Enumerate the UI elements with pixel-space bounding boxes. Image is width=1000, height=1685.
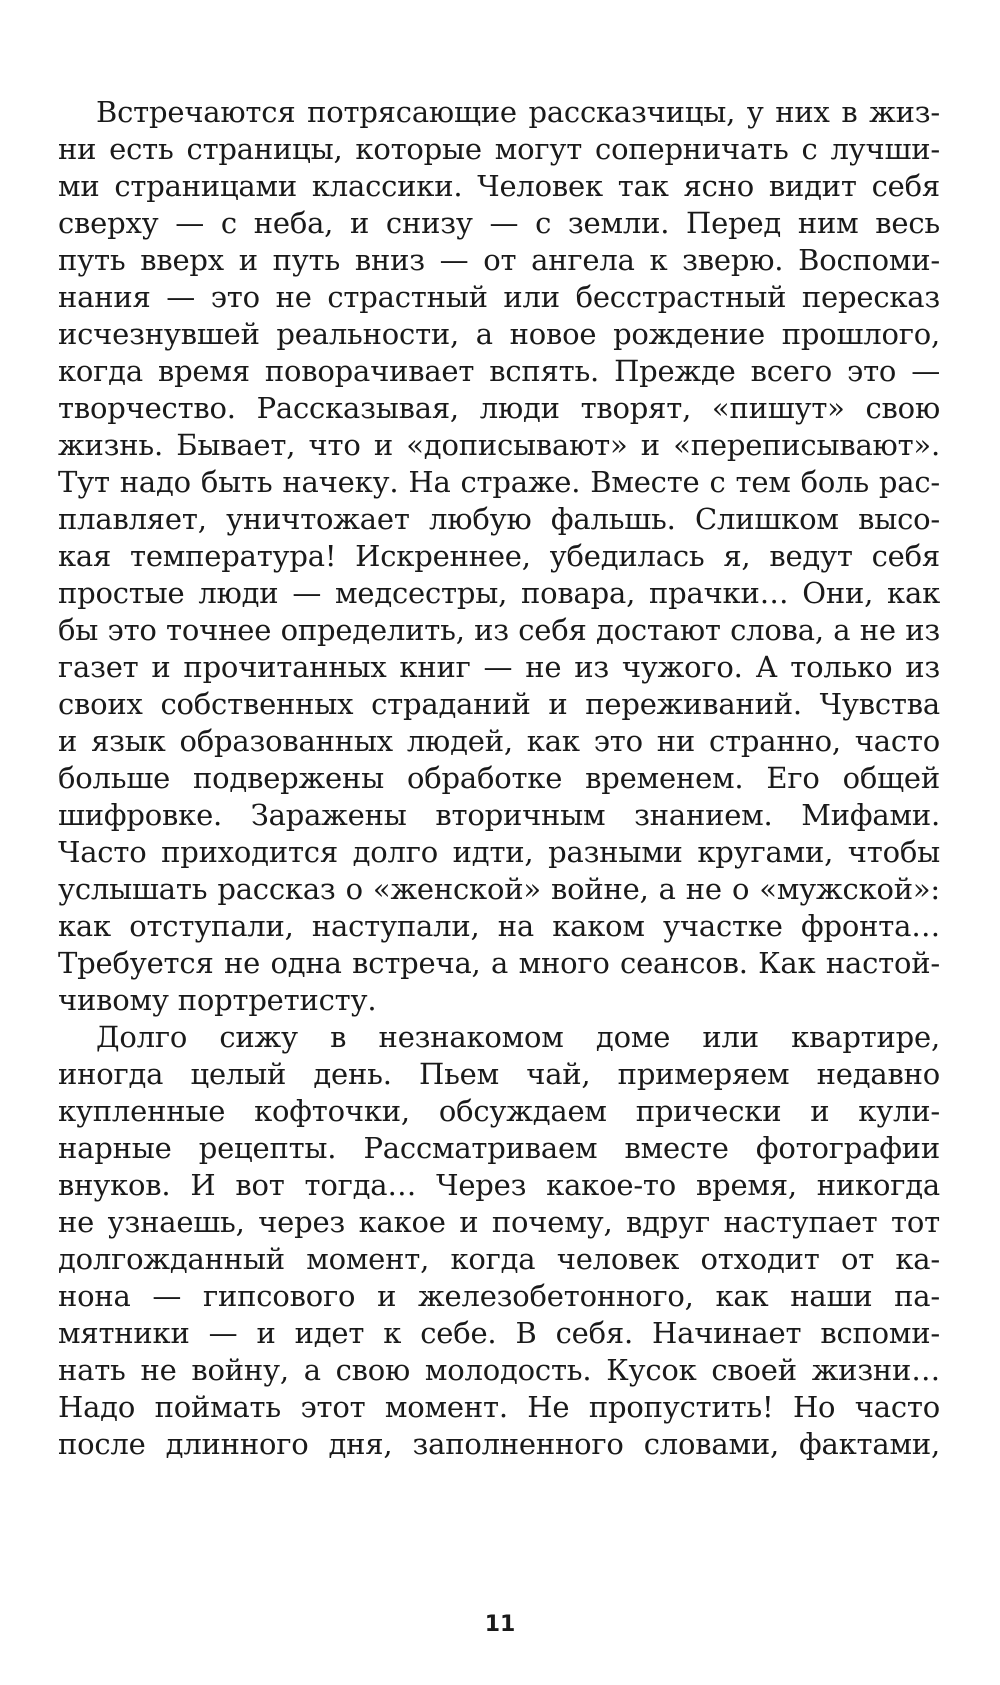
text-line: Часто приходится долго идти, разными кругами, чтобы <box>58 835 940 869</box>
text-line: Требуется не одна встреча, а много сеансов. Как настой- <box>58 946 940 980</box>
text-line: плавляет, уничтожает любую фальшь. Слишком высо- <box>58 502 940 536</box>
text-line: купленные кофточки, обсуждаем прически и кули- <box>58 1094 940 1128</box>
paragraph <box>58 94 940 1019</box>
text-line: нания — это не страстный или бесстрастный пересказ <box>58 280 940 314</box>
text-line: чивому портретисту. <box>58 983 377 1017</box>
text-line: Встречаются потрясающие рассказчицы, у них в жиз- <box>96 95 940 129</box>
text-line: ми страницами классики. Человек так ясно видит себя <box>58 169 940 203</box>
text-line: больше подвержены обработке временем. Его общей <box>58 761 940 795</box>
text-line: своих собственных страданий и переживаний. Чувства <box>58 687 940 721</box>
text-line: сверху — с неба, и снизу — с земли. Перед ним весь <box>58 206 940 240</box>
text-line: иногда целый день. Пьем чай, примеряем недавно <box>58 1057 940 1091</box>
text-line: мятники — и идет к себе. В себя. Начинает вспоми- <box>58 1316 940 1350</box>
text-line: после длинного дня, заполненного словами, фактами, <box>58 1427 940 1461</box>
text-line: нарные рецепты. Рассматриваем вместе фотографии <box>58 1131 940 1165</box>
text-line: кая температура! Искреннее, убедилась я, ведут себя <box>58 539 940 573</box>
text-line: Тут надо быть начеку. На страже. Вместе с тем боль рас- <box>58 465 940 499</box>
text-line: исчезнувшей реальности, а новое рождение прошлого, <box>58 317 940 351</box>
text-line: шифровке. Заражены вторичным знанием. Мифами. <box>58 798 940 832</box>
text-line: внуков. И вот тогда… Через какое-то время, никогда <box>58 1168 940 1202</box>
text-line: и язык образованных людей, как это ни странно, часто <box>58 724 940 758</box>
paragraph <box>58 1019 940 1463</box>
page-number: 11 <box>484 1612 516 1637</box>
text-line: бы это точнее определить, из себя достают слова, а не из <box>58 613 940 647</box>
text-line: ни есть страницы, которые могут соперничать с лучши- <box>58 132 940 166</box>
book-page-text <box>58 94 940 1463</box>
text-line: простые люди — медсестры, повара, прачки… Они, как <box>58 576 940 610</box>
text-line: нать не войну, а свою молодость. Кусок своей жизни… <box>58 1353 940 1387</box>
text-line: Надо поймать этот момент. Не пропустить! Но часто <box>58 1390 940 1424</box>
text-line: услышать рассказ о «женской» войне, а не о «мужской»: <box>58 872 940 906</box>
text-line: творчество. Рассказывая, люди творят, «пишут» свою <box>58 391 940 425</box>
text-line: жизнь. Бывает, что и «дописывают» и «переписывают». <box>58 428 940 462</box>
text-line: не узнаешь, через какое и почему, вдруг наступает тот <box>58 1205 940 1239</box>
text-line: когда время поворачивает вспять. Прежде всего это — <box>58 354 940 388</box>
text-line: газет и прочитанных книг — не из чужого. А только из <box>58 650 940 684</box>
text-line: нона — гипсового и железобетонного, как наши па- <box>58 1279 940 1313</box>
text-line: путь вверх и путь вниз — от ангела к зверю. Воспоми- <box>58 243 940 277</box>
text-line: Долго сижу в незнакомом доме или квартире, <box>96 1020 940 1054</box>
text-line: долгожданный момент, когда человек отходит от ка- <box>58 1242 940 1276</box>
text-line: как отступали, наступали, на каком участке фронта… <box>58 909 940 943</box>
